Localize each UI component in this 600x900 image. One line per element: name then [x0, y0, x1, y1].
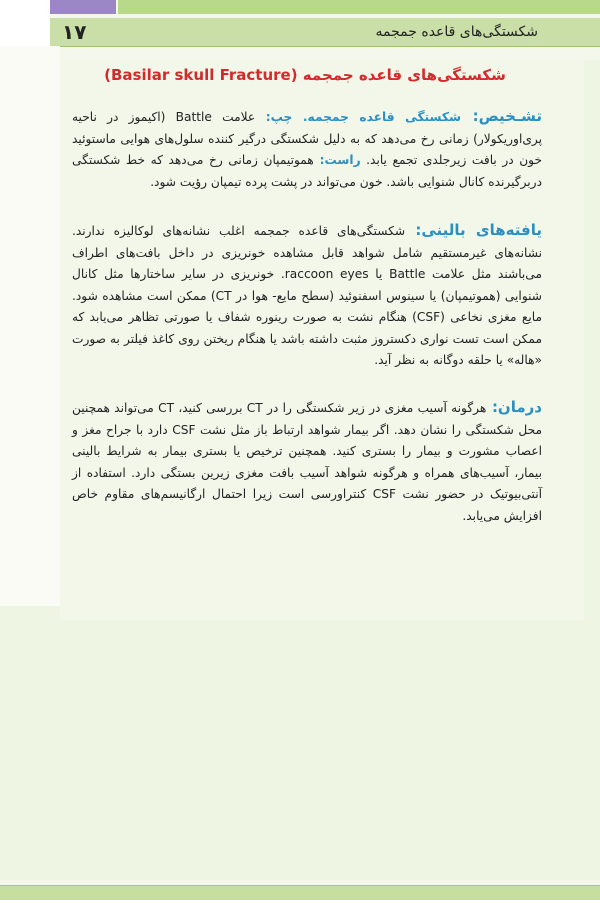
footer-bar	[0, 885, 600, 900]
clinical-heading: یافته‌های بالینی:	[405, 221, 542, 239]
diagnosis-right-label: راست:	[313, 153, 361, 167]
tab-purple	[44, 0, 116, 14]
top-tab-strip	[0, 0, 600, 14]
page-title: شکستگی‌های قاعده جمجمه (Basilar skull Fracture)	[104, 66, 506, 84]
diagnosis-heading: تشـخیص:	[461, 107, 542, 125]
running-title: شکستگی‌های قاعده جمجمه	[375, 24, 538, 40]
page-number: ۱۷	[62, 20, 87, 44]
diagnosis-left-label: شکستگی قاعده جمجمه. چپ:	[255, 110, 462, 124]
header-left-strip	[0, 0, 50, 46]
clinical-text: شکستگی‌های قاعده جمجمه اغلب نشانه‌های لوکالیزه ندارند. نشانه‌های غیرمستقیم شامل شواهد قابل مشاهده خونریزی در داخل بافت‌های اطراف می‌باشند مثل علامت Battle یا raccoon eyes. خونریزی در سایر ساختارها مثل کانال شنوایی (هموتیمپان) یا سینوس اسفنوئید (سطح مایع- هوا در CT) ممکن است مشاهده شود. مایع مغزی نخاعی (CSF) هنگام نشت به صورت رینوره شفاف یا صورتی تظاهر می‌یابد که ممکن است تست نواری دکستروز مثبت داشته باشد یا هنگام ریختن روی کاغذ فیلتر به صورت «هاله» یا حلقه دوگانه به نظر آید.	[72, 224, 542, 367]
diagnosis-section	[72, 106, 542, 193]
left-margin	[0, 46, 60, 606]
clinical-section	[72, 220, 542, 372]
diagnosis-left-text: علامت Battle (اکیموز در ناحیه پری‌اوریکولار) زمانی رخ می‌دهد که به دلیل شکستگی درگیر کننده سلول‌های هوایی ماستوئید خون در بافت زیرجلدی تجمع یابد.	[72, 110, 542, 167]
treatment-text: هرگونه آسیب مغزی در زیر شکستگی را در CT بررسی کنید، CT می‌تواند همچنین محل شکستگی را نشان دهد. اگر بیمار شواهد ارتباط باز مثل نشت CSF دارد با جراح مغز و اعصاب مشورت و بیمار را بستری کنید. همچنین ترخیص یا بستری بیمار به شرایط بالینی بیمار، آسیب‌های همراه و هرگونه شواهد آسیب بافت مغزی زیرین بستگی دارد. استفاده از آنتی‌بیوتیک در حضور نشت CSF کنتراورسی است زیرا احتمال ارگانیسم‌های مقاوم خاص افزایش می‌یابد.	[72, 401, 542, 523]
tab-light-green	[118, 0, 600, 14]
treatment-section	[72, 397, 542, 527]
treatment-heading: درمان:	[486, 398, 542, 416]
diagnosis-right-text: هموتیمپان زمانی رخ می‌دهد که خط شکستگی دربرگیرنده کانال شنوایی باشد. خون می‌تواند در پشت پرده تیمپان رؤیت شود.	[72, 153, 542, 189]
